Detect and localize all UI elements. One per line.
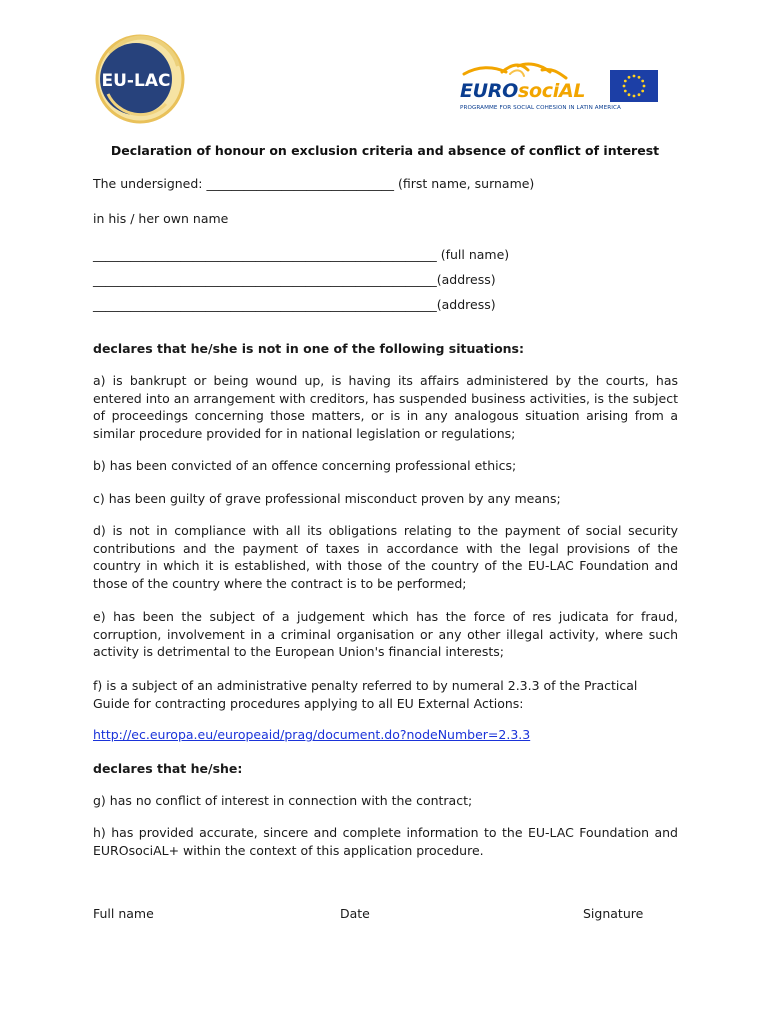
item-b: b) has been convicted of an offence concerning professional ethics; (93, 458, 517, 473)
full-name-line: _______________________________________________________ (full name) (93, 247, 510, 262)
item-e: e) has been the subject of a judgement which has the force of res judicata for fraud, corruption, involvement in a criminal organisation or any other illegal activity, where such activity is detrimental to the European Union's financial interests; (93, 609, 678, 660)
item-c: c) has been guilty of grave professional misconduct proven by any means; (93, 491, 561, 506)
declares-not-heading: declares that he/she is not in one of the following situations: (93, 341, 524, 356)
undersigned-line: The undersigned: ______________________________ (first name, surname) (93, 176, 535, 191)
document-title: Declaration of honour on exclusion criteria and absence of conflict of interest (110, 143, 660, 158)
eulac-logo-text: EU-LAC (101, 71, 171, 91)
declares-heading: declares that he/she: (93, 761, 243, 776)
address-line-1: _______________________________________________________(address) (93, 272, 496, 287)
eurosocial-suffix: sociAL (518, 80, 586, 102)
own-name-line: in his / her own name (93, 211, 229, 226)
eulac-logo-icon (88, 34, 188, 124)
eurosocial-prefix: EURO (460, 80, 518, 102)
eulac-logo (88, 34, 188, 124)
prag-link[interactable]: http://ec.europa.eu/europeaid/prag/document.do?nodeNumber=2.3.3 (93, 727, 531, 742)
full-name-label: Full name (93, 906, 154, 921)
item-a: a) is bankrupt or being wound up, is having its affairs administered by the courts, has entered into an arrangement with creditors, has suspended business activities, is the subject of proceedings concerning those matters, or is in any analogous situation arising from a similar procedure provided for in national legislation or regulations; (93, 373, 678, 441)
item-g: g) has no conflict of interest in connection with the contract; (93, 793, 473, 808)
address-line-2: _______________________________________________________(address) (93, 297, 496, 312)
date-label: Date (340, 906, 370, 921)
eurosocial-tagline: PROGRAMME FOR SOCIAL COHESION IN LATIN AMERICA (460, 105, 621, 111)
item-d: d) is not in compliance with all its obligations relating to the payment of social security contributions and the payment of taxes in accordance with the legal provisions of the country in which it is established, with those of the country of the EU-LAC Foundation and those of the country where the contract is to be performed; (93, 523, 678, 591)
hands-graphic-icon (458, 60, 568, 82)
eu-flag-icon (610, 70, 658, 102)
item-f: f) is a subject of an administrative penalty referred to by numeral 2.3.3 of the Practical Guide for contracting procedures applying to all EU External Actions: (93, 678, 638, 711)
eurosocial-wordmark (460, 80, 585, 102)
signature-label: Signature (583, 906, 644, 921)
eurosocial-logo (458, 60, 663, 120)
item-h: h) has provided accurate, sincere and complete information to the EU-LAC Foundation and EUROsociAL+ within the context of this application procedure. (93, 825, 678, 858)
